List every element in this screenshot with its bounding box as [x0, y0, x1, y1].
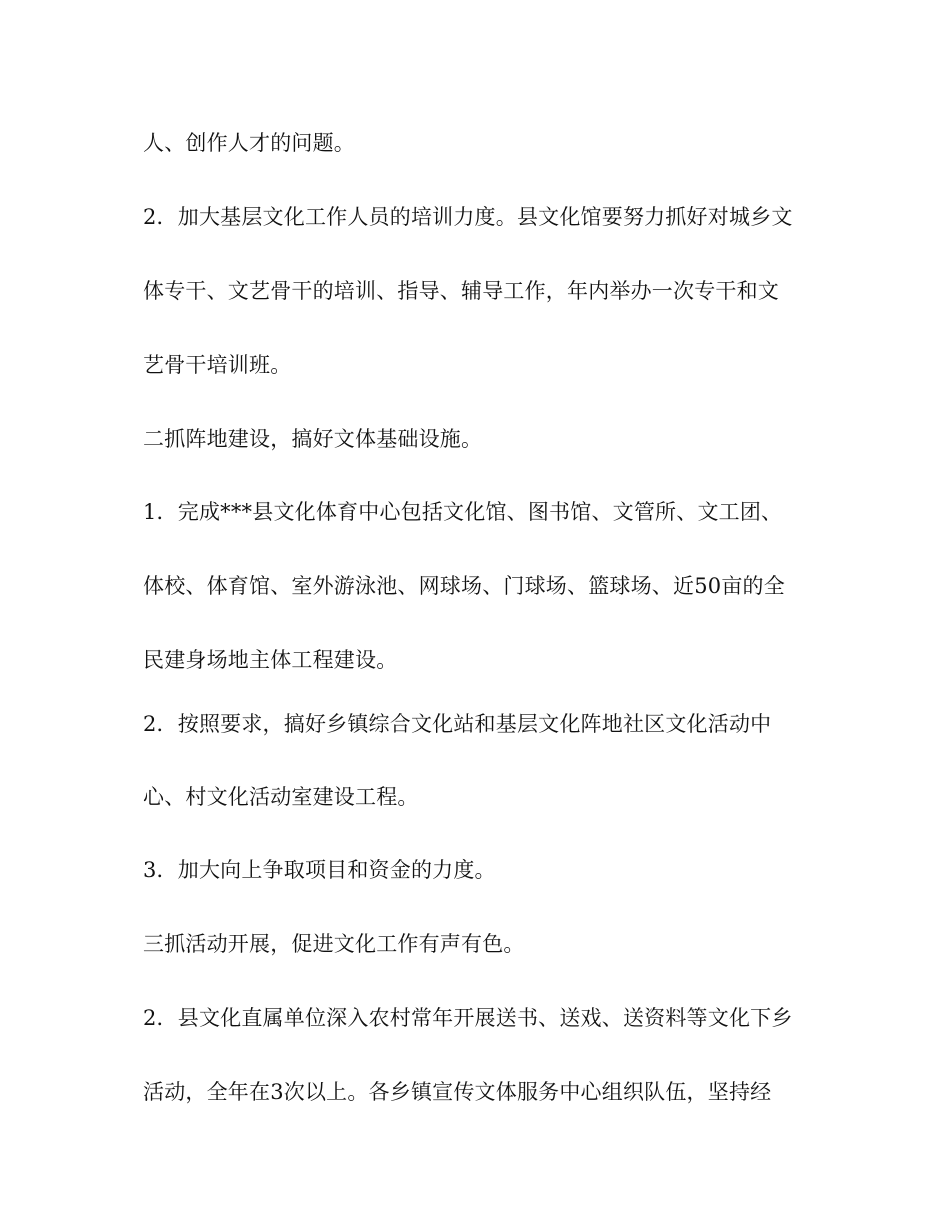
- text-line: 活动，全年在3次以上。各乡镇宣传文体服务中心组织队伍，坚持经: [143, 1080, 772, 1104]
- text-line: 心、村文化活动室建设工程。: [143, 785, 419, 809]
- text-line: 民建身场地主体工程建设。: [143, 648, 398, 672]
- text-line: 2．县文化直属单位深入农村常年开展送书、送戏、送资料等文化下乡: [143, 1006, 793, 1030]
- text-line: 2．加大基层文化工作人员的培训力度。县文化馆要努力抓好对城乡文: [143, 205, 793, 229]
- text-line: 2．按照要求，搞好乡镇综合文化站和基层文化阵地社区文化活动中: [143, 712, 772, 736]
- section-heading: 三抓活动开展，促进文化工作有声有色。: [143, 932, 525, 956]
- text-line: 体专干、文艺骨干的培训、指导、辅导工作，年内举办一次专干和文: [143, 279, 779, 303]
- text-line: 艺骨干培训班。: [143, 353, 292, 377]
- text-line: 人、创作人才的问题。: [143, 131, 355, 155]
- text-line: 体校、体育馆、室外游泳池、网球场、门球场、篮球场、近50亩的全: [143, 574, 785, 598]
- text-line: 3．加大向上争取项目和资金的力度。: [143, 858, 496, 882]
- text-line: 1．完成***县文化体育中心包括文化馆、图书馆、文管所、文工团、: [143, 500, 783, 524]
- section-heading: 二抓阵地建设，搞好文体基础设施。: [143, 427, 483, 451]
